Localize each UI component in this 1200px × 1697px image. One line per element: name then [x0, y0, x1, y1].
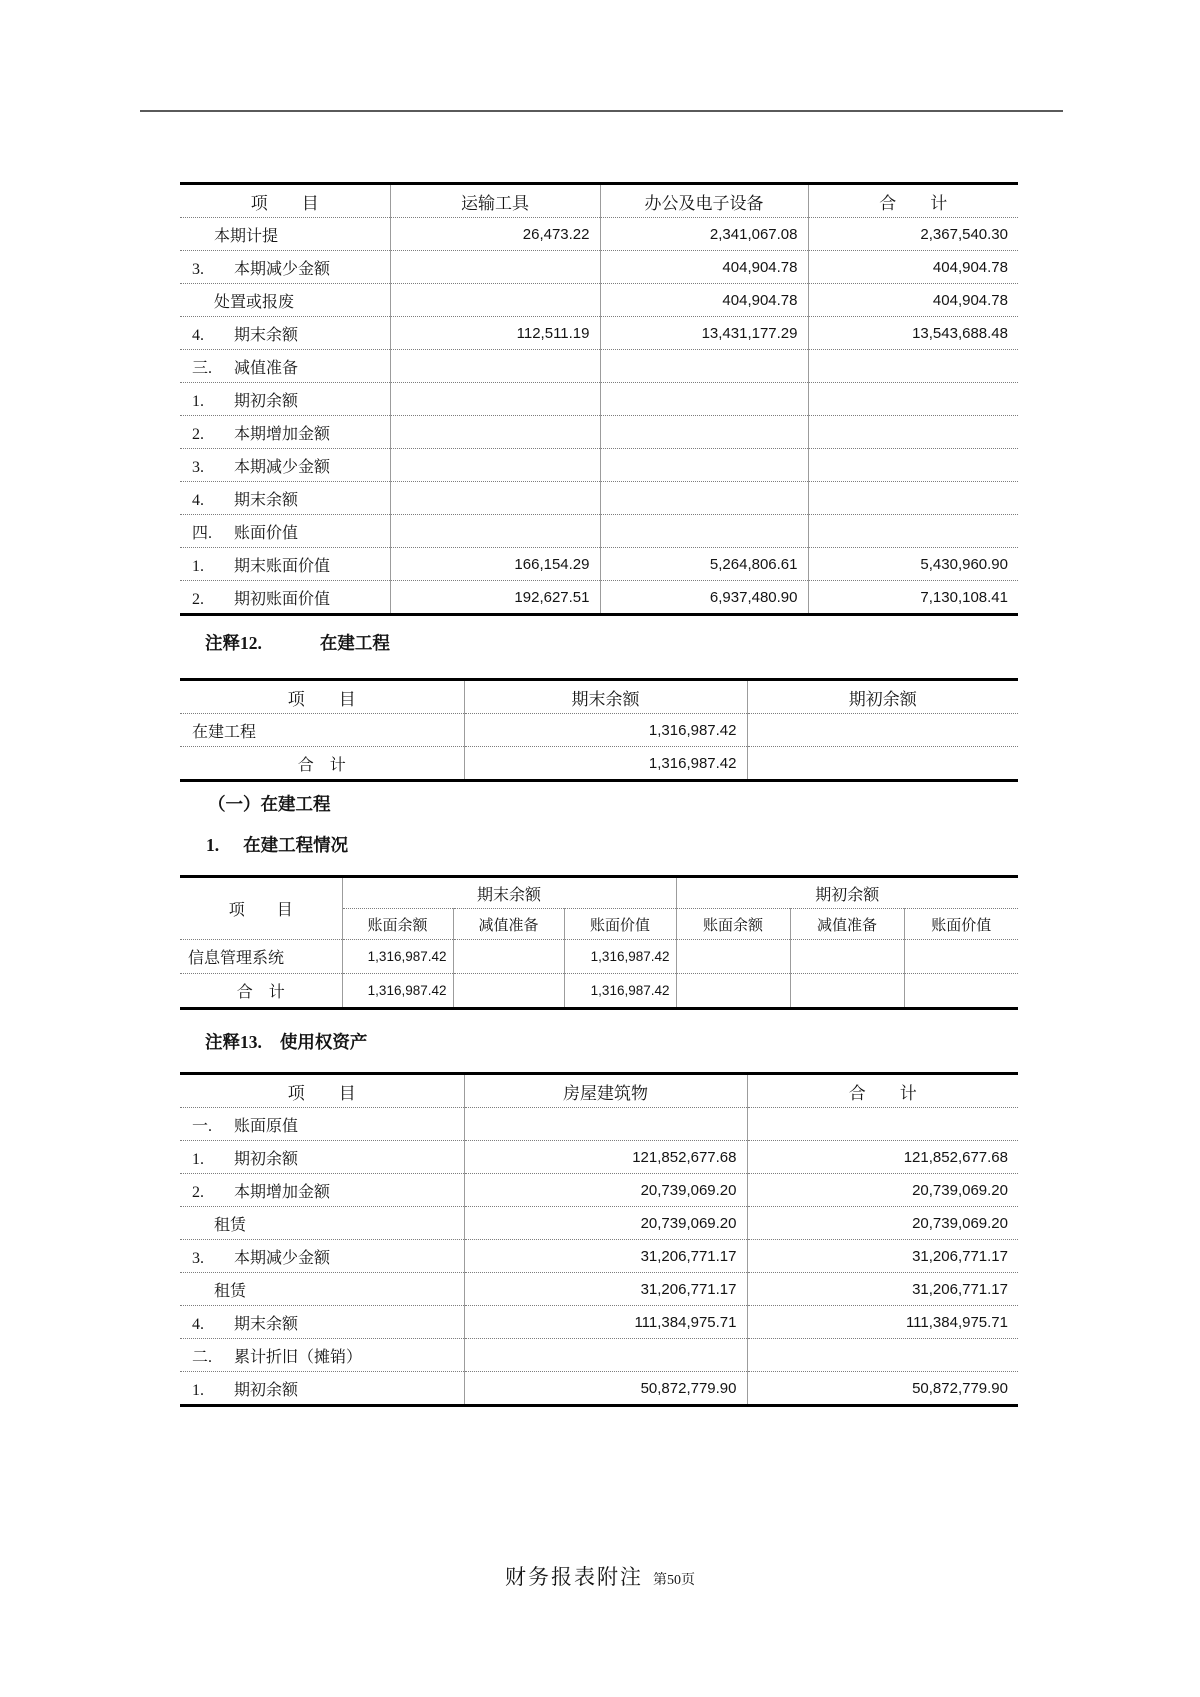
cell-value: [904, 974, 1018, 1009]
cell-value: [390, 284, 600, 317]
row-label: 合 计: [180, 747, 464, 781]
note-title: 使用权资产: [279, 1032, 368, 1052]
cell-value: [600, 482, 808, 515]
cell-value: [676, 974, 790, 1009]
cell-value: 20,739,069.20: [747, 1207, 1018, 1240]
table-header-row: [180, 680, 1018, 714]
note13-heading: [205, 1030, 367, 1054]
row-label: 减值准备: [234, 359, 299, 377]
cell-value: [790, 974, 904, 1009]
table-header-row: [180, 184, 1018, 218]
table-row: [180, 284, 1018, 317]
note-title: 在建工程: [319, 633, 390, 653]
section-title: （一）在建工程: [208, 794, 331, 814]
cell-value: [390, 383, 600, 416]
table-row: [180, 1207, 1018, 1240]
row-number: 四.: [192, 524, 213, 542]
cell-value: 26,473.22: [390, 218, 600, 251]
cell-value: [600, 416, 808, 449]
cell-value: 5,430,960.90: [808, 548, 1018, 581]
cip-summary-table: [180, 678, 1018, 782]
table-row: [180, 482, 1018, 515]
row-number: 4.: [192, 491, 204, 509]
cell-value: 5,264,806.61: [600, 548, 808, 581]
row-number: 三.: [192, 359, 213, 377]
table-row: [180, 548, 1018, 581]
row-label: 期初账面价值: [234, 590, 331, 608]
row-label: 期末余额: [234, 491, 299, 509]
cell-value: 2,367,540.30: [808, 218, 1018, 251]
column-header: 项 目: [180, 680, 464, 714]
column-header: 账面价值: [904, 909, 1018, 940]
cell-value: [600, 383, 808, 416]
row-label: 在建工程: [180, 714, 464, 747]
cell-value: 404,904.78: [600, 284, 808, 317]
cell-value: [676, 940, 790, 974]
cell-value: 31,206,771.17: [747, 1273, 1018, 1306]
row-number: 3.: [192, 260, 204, 278]
header-rule: [140, 110, 1063, 112]
subsection-heading: [206, 833, 348, 857]
row-label: 本期增加金额: [234, 1183, 331, 1201]
group-header-beginning: 期初余额: [815, 886, 880, 904]
row-label: 账面价值: [234, 524, 299, 542]
column-header: 合 计: [848, 1083, 917, 1103]
row-number: 2.: [192, 590, 204, 608]
rou-assets-table: [180, 1072, 1018, 1407]
column-header: 合 计: [879, 193, 948, 213]
cell-value: 1,316,987.42: [564, 974, 676, 1009]
table-row-total: [180, 974, 1018, 1009]
cell-value: 31,206,771.17: [464, 1240, 747, 1273]
row-number: 3.: [192, 1249, 204, 1267]
cell-value: 1,316,987.42: [342, 940, 453, 974]
subsection-title: 在建工程情况: [243, 835, 349, 855]
table-row: [180, 251, 1018, 284]
note12-heading: [205, 631, 390, 655]
cell-value: 20,739,069.20: [464, 1207, 747, 1240]
column-header: 项 目: [180, 877, 342, 940]
table-header-row: [180, 1074, 1018, 1108]
table-row-total: [180, 747, 1018, 781]
table-row: [180, 940, 1018, 974]
row-number: 1.: [192, 1150, 204, 1168]
cell-value: 1,316,987.42: [464, 714, 747, 747]
cell-value: [390, 251, 600, 284]
cell-value: [747, 1108, 1018, 1141]
cell-value: 404,904.78: [808, 284, 1018, 317]
cell-value: [808, 515, 1018, 548]
subsection-number: 1.: [206, 835, 220, 855]
cell-value: 20,739,069.20: [464, 1174, 747, 1207]
column-header: 账面价值: [564, 909, 676, 940]
table-row: [180, 317, 1018, 350]
cell-value: [453, 940, 564, 974]
cell-value: [390, 449, 600, 482]
cell-value: [390, 416, 600, 449]
row-label: 本期减少金额: [234, 1249, 331, 1267]
cell-value: [808, 416, 1018, 449]
row-label: 本期增加金额: [234, 425, 331, 443]
cell-value: 13,543,688.48: [808, 317, 1018, 350]
row-label: 期初余额: [234, 1381, 299, 1399]
row-label: 本期计提: [214, 227, 279, 245]
table-row: [180, 449, 1018, 482]
table-row: [180, 1372, 1018, 1406]
cell-value: 121,852,677.68: [747, 1141, 1018, 1174]
column-header: 项 目: [180, 1074, 464, 1108]
cell-value: 404,904.78: [600, 251, 808, 284]
table-row: [180, 714, 1018, 747]
cell-value: 50,872,779.90: [464, 1372, 747, 1406]
table-row: [180, 416, 1018, 449]
cell-value: 20,739,069.20: [747, 1174, 1018, 1207]
section-heading: [208, 792, 331, 816]
column-header: 减值准备: [453, 909, 564, 940]
cell-value: [808, 482, 1018, 515]
column-header: 运输工具: [390, 184, 600, 218]
cell-value: [747, 714, 1018, 747]
cell-value: 404,904.78: [808, 251, 1018, 284]
row-label: 合 计: [180, 974, 342, 1009]
cell-value: 6,937,480.90: [600, 581, 808, 615]
row-number: 2.: [192, 1183, 204, 1201]
column-header: 账面余额: [342, 909, 453, 940]
table-row: [180, 1108, 1018, 1141]
column-header: 期末余额: [464, 680, 747, 714]
cell-value: [453, 974, 564, 1009]
row-number: 1.: [192, 392, 204, 410]
note-number: 注释12.: [205, 633, 262, 653]
column-header: 项 目: [180, 184, 390, 218]
cell-value: [790, 940, 904, 974]
row-label: 期末余额: [234, 326, 299, 344]
column-header: 期初余额: [848, 689, 917, 709]
row-label: 租赁: [214, 1282, 247, 1300]
cell-value: 111,384,975.71: [464, 1306, 747, 1339]
row-label: 处置或报废: [214, 293, 295, 311]
cell-value: 31,206,771.17: [747, 1240, 1018, 1273]
row-number: 3.: [192, 458, 204, 476]
page-footer: [0, 1561, 1200, 1591]
row-number: 一.: [192, 1117, 213, 1135]
column-header: 房屋建筑物: [464, 1074, 747, 1108]
row-label: 信息管理系统: [180, 940, 342, 974]
cell-value: [808, 383, 1018, 416]
row-number: 2.: [192, 425, 204, 443]
row-number: 二.: [192, 1348, 213, 1366]
row-label: 累计折旧（摊销）: [234, 1348, 363, 1366]
row-number: 1.: [192, 1381, 204, 1399]
table-row: [180, 218, 1018, 251]
footer-page-number: 第50页: [653, 1573, 695, 1588]
table-row: [180, 1174, 1018, 1207]
cell-value: 111,384,975.71: [747, 1306, 1018, 1339]
table-row: [180, 515, 1018, 548]
cell-value: 166,154.29: [390, 548, 600, 581]
row-number: 1.: [192, 557, 204, 575]
cell-value: [600, 515, 808, 548]
cell-value: [600, 350, 808, 383]
row-label: 本期减少金额: [234, 260, 331, 278]
cell-value: 13,431,177.29: [600, 317, 808, 350]
row-label: 租赁: [214, 1216, 247, 1234]
cell-value: [904, 940, 1018, 974]
group-header-ending: 期末余额: [342, 877, 676, 909]
cell-value: 2,341,067.08: [600, 218, 808, 251]
row-label: 期初余额: [234, 1150, 299, 1168]
cell-value: [808, 449, 1018, 482]
table-group-header-row: [180, 877, 1018, 909]
table-row: [180, 350, 1018, 383]
cell-value: [390, 350, 600, 383]
row-label: 期初余额: [234, 392, 299, 410]
cell-value: [808, 350, 1018, 383]
table-row: [180, 581, 1018, 615]
table-row: [180, 1240, 1018, 1273]
cip-detail-table: [180, 875, 1018, 1010]
cell-value: 7,130,108.41: [808, 581, 1018, 615]
row-label: 期末账面价值: [234, 557, 331, 575]
note-number: 注释13.: [205, 1032, 262, 1052]
row-label: 本期减少金额: [234, 458, 331, 476]
column-header: 办公及电子设备: [600, 184, 808, 218]
cell-value: [464, 1339, 747, 1372]
footer-title: 财务报表附注: [505, 1565, 643, 1589]
row-number: 4.: [192, 1315, 204, 1333]
cell-value: [747, 747, 1018, 781]
column-header: 账面余额: [676, 909, 790, 940]
row-number: 4.: [192, 326, 204, 344]
cell-value: [600, 449, 808, 482]
assets-continued-table: [180, 182, 1018, 616]
cell-value: 50,872,779.90: [747, 1372, 1018, 1406]
cell-value: 121,852,677.68: [464, 1141, 747, 1174]
cell-value: [464, 1108, 747, 1141]
table-row: [180, 1141, 1018, 1174]
cell-value: 1,316,987.42: [342, 974, 453, 1009]
cell-value: 192,627.51: [390, 581, 600, 615]
cell-value: 1,316,987.42: [464, 747, 747, 781]
cell-value: 31,206,771.17: [464, 1273, 747, 1306]
column-header: 减值准备: [790, 909, 904, 940]
table-row: [180, 1339, 1018, 1372]
cell-value: [390, 482, 600, 515]
table-row: [180, 383, 1018, 416]
table-row: [180, 1306, 1018, 1339]
table-row: [180, 1273, 1018, 1306]
cell-value: [747, 1339, 1018, 1372]
cell-value: 1,316,987.42: [564, 940, 676, 974]
row-label: 账面原值: [234, 1117, 299, 1135]
row-label: 期末余额: [234, 1315, 299, 1333]
cell-value: 112,511.19: [390, 317, 600, 350]
cell-value: [390, 515, 600, 548]
